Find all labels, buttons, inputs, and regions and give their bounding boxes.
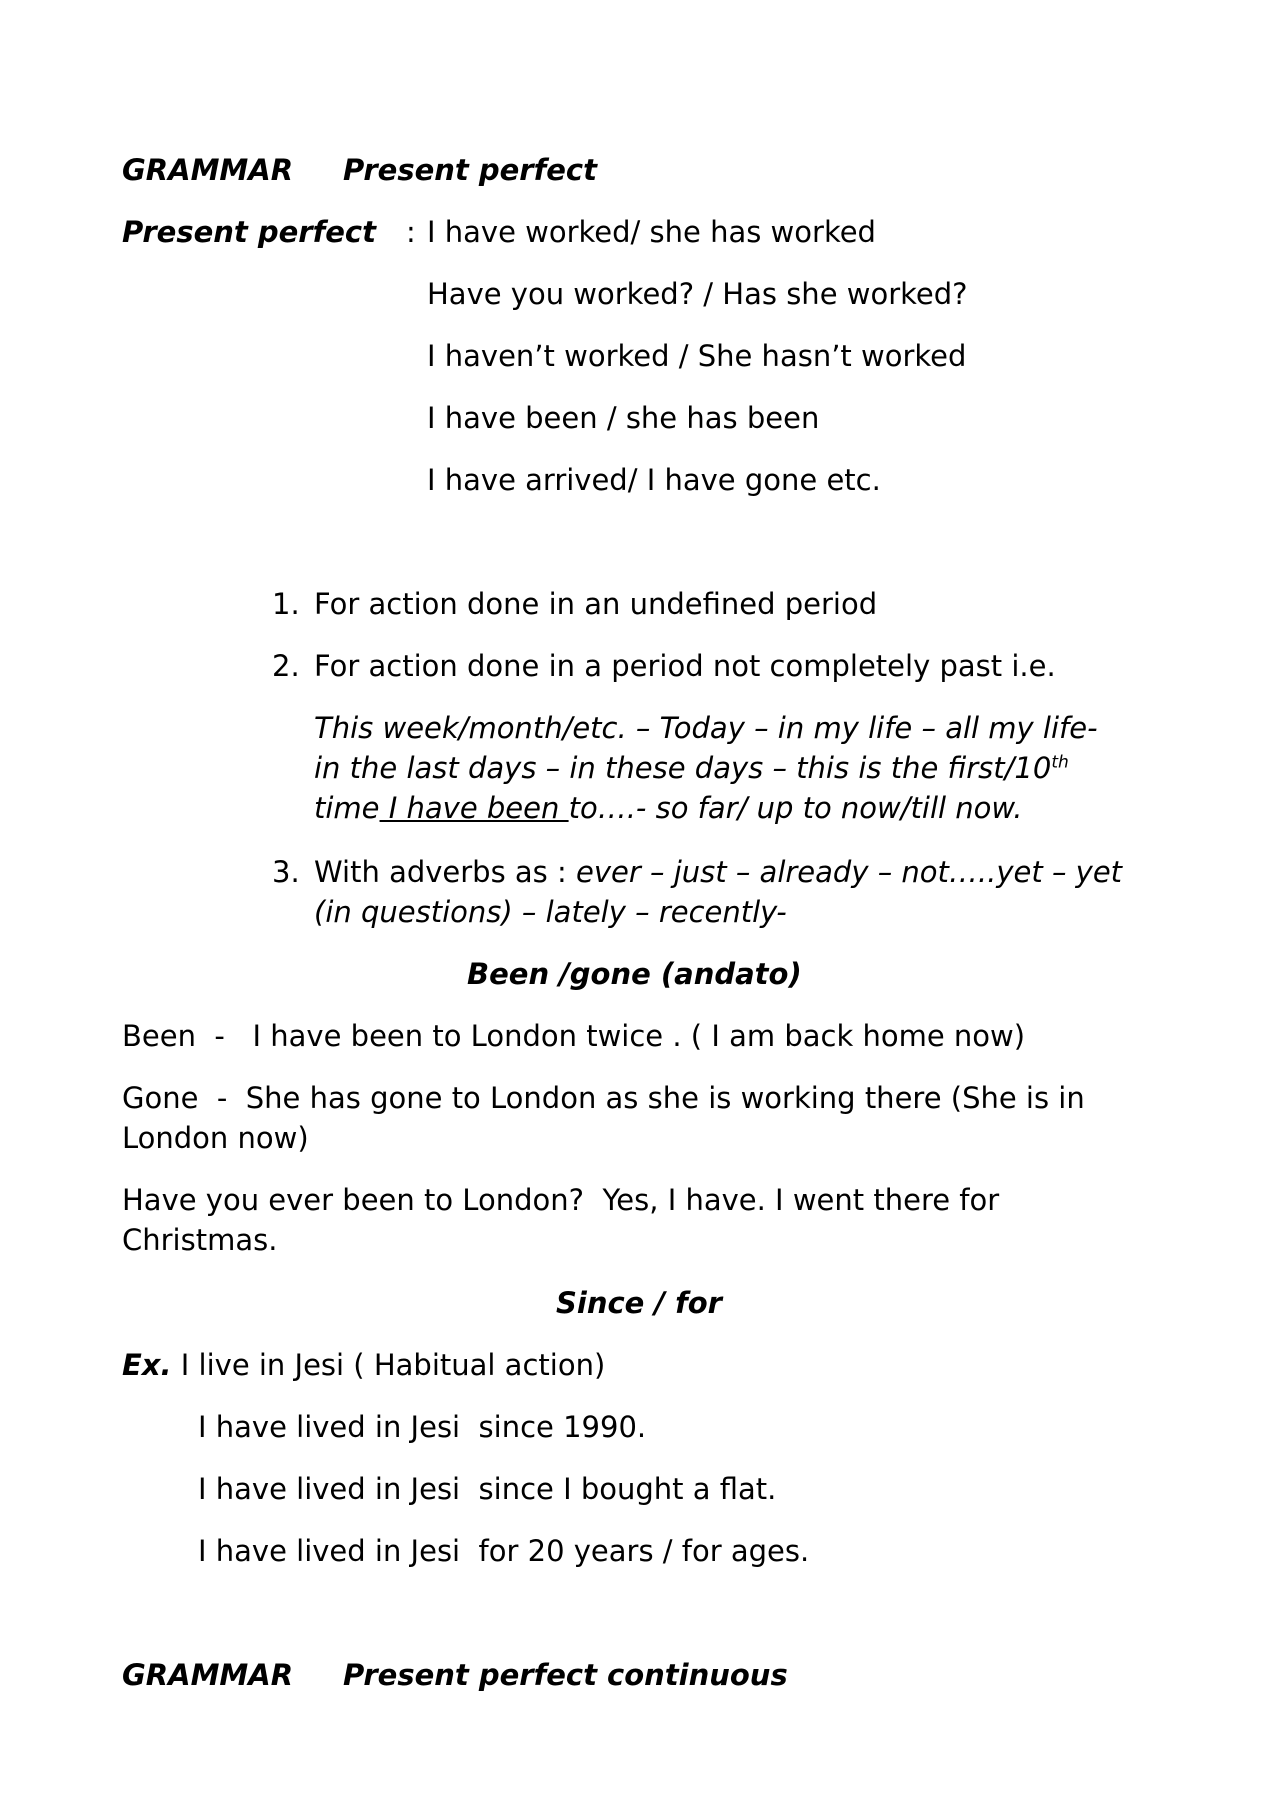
gone-example-line-1: Gone - She has gone to London as she is working there (She is in	[122, 1081, 1085, 1115]
example-line-3-start: time	[314, 791, 380, 825]
use-item-3-adverbs: ever – just – already – not…..yet – yet	[576, 855, 1123, 889]
use-item-1-text: For action done in an undefined period	[314, 587, 878, 621]
since-for-line-3: I have lived in Jesi for 20 years / for ages.	[198, 1534, 810, 1568]
example-label: Ex.	[122, 1348, 172, 1382]
example-line-3-end: to….- so far/ up to now/till now.	[568, 791, 1023, 825]
been-gone-title: Been /gone (andato)	[467, 957, 802, 991]
heading-present-perfect-continuous-title: Present perfect continuous	[343, 1658, 788, 1692]
forms-label: Present perfect	[122, 215, 376, 249]
example-underlined-phrase: I have been	[379, 791, 569, 825]
been-example: Been - I have been to London twice . ( I am back home now)	[122, 1019, 1026, 1053]
heading-present-perfect-title: Present perfect	[343, 153, 597, 187]
use-item-2-example-line-3	[314, 788, 1022, 829]
question-example-line-2: Christmas.	[122, 1223, 278, 1257]
question-example-line-1: Have you ever been to London? Yes, I have. I went there for	[122, 1183, 1000, 1217]
example-line-2-superscript: th	[1051, 752, 1069, 773]
use-item-2-example-line-2	[314, 748, 1069, 789]
use-item-1	[272, 584, 877, 625]
since-for-example-intro	[122, 1345, 605, 1386]
forms-line-3: I haven’t worked / She hasn’t worked	[427, 339, 967, 373]
example-line-2-text: in the last days – in these days – this is the first/10	[314, 751, 1052, 785]
use-item-2-number: 2.	[272, 649, 300, 683]
use-item-1-number: 1.	[272, 587, 300, 621]
use-item-3-number: 3.	[272, 855, 300, 889]
use-item-3	[272, 852, 1122, 893]
since-for-line-2: I have lived in Jesi since I bought a flat.	[198, 1472, 777, 1506]
use-item-2	[272, 646, 1056, 687]
heading-grammar-label: GRAMMAR	[122, 153, 294, 187]
forms-line-2: Have you worked? / Has she worked?	[427, 277, 968, 311]
example-intro-text: I live in Jesi ( Habitual action)	[171, 1348, 606, 1382]
forms-line-1: I have worked/ she has worked	[427, 215, 876, 249]
since-for-title: Since / for	[556, 1286, 722, 1320]
forms-line-4: I have been / she has been	[427, 401, 820, 435]
forms-colon: :	[406, 215, 416, 249]
use-item-3-lead: With adverbs as :	[314, 855, 576, 889]
use-item-2-example-line-1: This week/month/etc. – Today – in my life – all my life-	[314, 711, 1098, 745]
use-item-2-text: For action done in a period not completely past i.e.	[314, 649, 1056, 683]
since-for-line-1: I have lived in Jesi since 1990.	[198, 1410, 647, 1444]
forms-line-5: I have arrived/ I have gone etc.	[427, 463, 881, 497]
gone-example-line-2: London now)	[122, 1121, 309, 1155]
heading-grammar-label-2: GRAMMAR	[122, 1658, 294, 1692]
use-item-3-adverbs-continued: (in questions) – lately – recently-	[314, 895, 787, 929]
